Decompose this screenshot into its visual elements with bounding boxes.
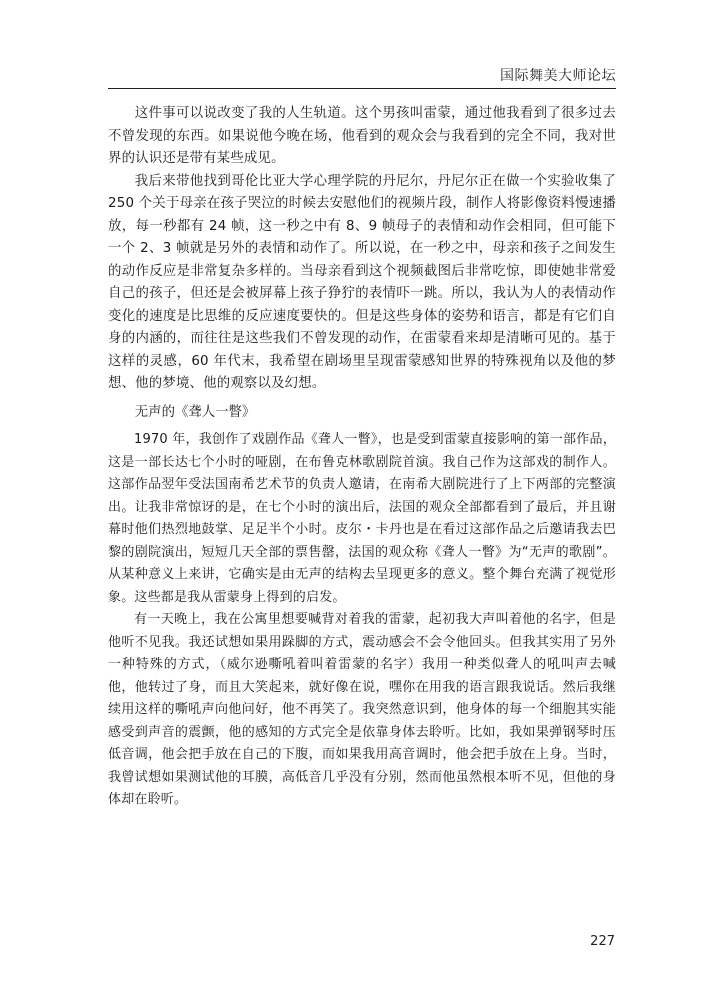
page-body [108,103,616,812]
header-title: 国际舞美大师论坛 [500,68,616,84]
paragraph-1: 这件事可以说改变了我的人生轨道。这个男孩叫雷蒙，通过他我看到了很多过去不曾发现的东西。如果说他今晚在场，他看到的观众会与我看到的完全不同，我对世界的认识还是带有某些成见。 [108,106,616,166]
paragraph-3: 1970 年，我创作了戏剧作品《聋人一瞥》，也是受到雷蒙直接影响的第一部作品，这是一部长达七个小时的哑剧，在布鲁克林歌剧院首演。我自己作为这部戏的制作人。这部作品翌年受法国南希艺术节的负责人邀请，在南希大剧院进行了上下两部的完整演出。让我非常惊讶的是，在七个小时的演出后，法国的观众全部都看到了最后，并且谢幕时他们热烈地鼓掌、足足半个小时。皮尔・卡丹也是在看过这部作品之后邀请我去巴黎的剧院演出，短短几天全部的票售罄，法国的观众称《聋人一瞥》为“无声的歌剧”。从某种意义上来讲，它确实是由无声的结构去呈现更多的意义。整个舞台充满了视觉形象。这些都是我从雷蒙身上得到的启发。 [108,432,616,605]
page-number: 227 [590,934,615,949]
paragraph-2: 我后来带他找到哥伦比亚大学心理学院的丹尼尔，丹尼尔正在做一个实验收集了 250 个关于母亲在孩子哭泣的时候去安慰他们的视频片段，制作人将影像资料慢速播放，每一秒都有 24 帧，这一秒之中有 8、9 帧母子的表情和动作会相同，但可能下一个 2、3 帧就是另外的表情和动作了。所以说，在一秒之中，母亲和孩子之间发生的动作反应是非常复杂多样的。当母亲看到这个视频截图后非常吃惊，即使她非常爱自己的孩子，但还是会被屏幕上孩子狰狞的表情吓一跳。所以，我认为人的表情动作变化的速度是比思维的反应速度要快的。但是这些身体的姿势和语言，都是有它们自身的内涵的，而往往是这些我们不曾发现的动作，在雷蒙看来却是清晰可见的。基于这样的灵感，60 年代末，我希望在剧场里呈现雷蒙感知世界的特殊视角以及他的梦想、他的梦境、他的观察以及幻想。 [108,173,616,391]
section-heading: 无声的《聋人一瞥》 [134,404,256,420]
paragraph-4: 有一天晚上，我在公寓里想要喊背对着我的雷蒙，起初我大声叫着他的名字，但是他听不见我。我还试想如果用跺脚的方式，震动感会不会令他回头。但我其实用了另外一种特殊的方式，（威尔逊嘶吼着叫着雷蒙的名字）我用一种类似聋人的吼叫声去喊他，他转过了身，而且大笑起来，就好像在说，嘿你在用我的语言跟我说话。然后我继续用这样的嘶吼声向他问好，他不再笑了。我突然意识到，他身体的每一个细胞其实能感受到声音的震颤，他的感知的方式完全是依靠身体去聆听。比如，我如果弹钢琴时压低音调，他会把手放在自己的下腹，而如果我用高音调时，他会把手放在上身。当时，我曾试想如果测试他的耳膜，高低音几乎没有分别，然而他虽然根本听不见，但他的身体却在聆听。 [108,612,616,807]
running-header [108,64,616,89]
